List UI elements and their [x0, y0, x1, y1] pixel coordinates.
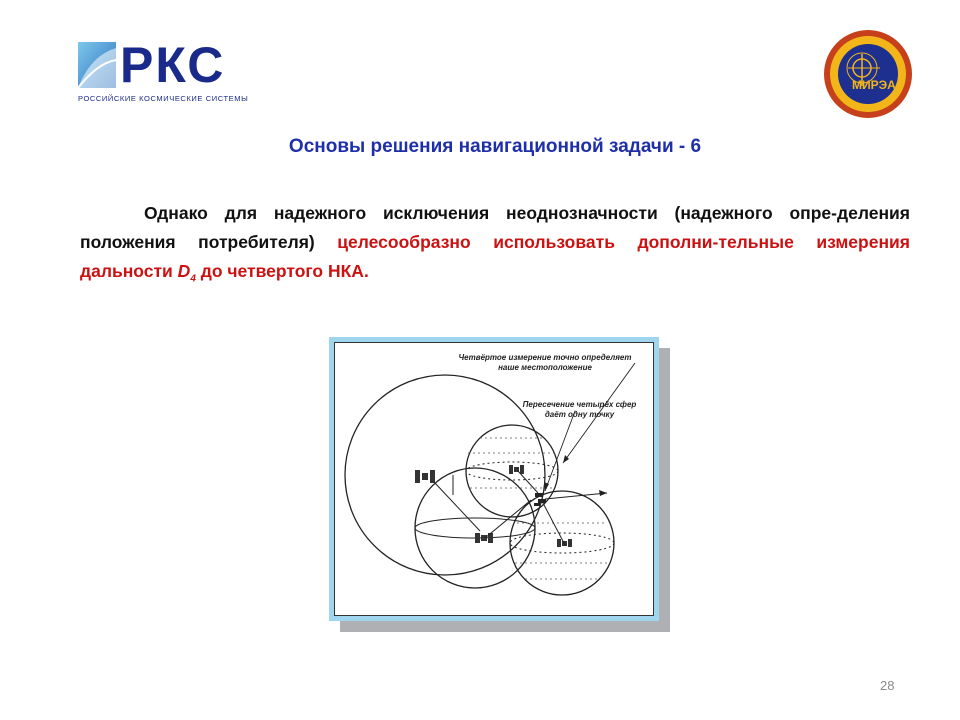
mirea-logo [822, 28, 914, 120]
satellite-2-icon [475, 533, 493, 543]
paragraph-red-end: до четвертого НКА. [195, 261, 369, 281]
figure-caption-mid-line1: Пересечение четырёх сфер [522, 400, 637, 409]
range-symbol: D [177, 261, 191, 281]
figure-canvas [334, 342, 654, 616]
rks-logo-caption: РОССИЙСКИЕ КОСМИЧЕСКИЕ СИСТЕМЫ [78, 94, 249, 103]
rks-logo-emblem-icon [78, 42, 118, 88]
rks-logo-text: РКС [120, 37, 226, 93]
rks-logo [78, 37, 253, 104]
figure-caption-mid [507, 400, 652, 420]
paragraph-red-text: целесообразно использовать дополни-тельные измерения дальности [80, 232, 910, 281]
range-subscript: 4 [190, 273, 196, 285]
figure-caption-top [445, 353, 645, 373]
figure-frame [329, 337, 659, 621]
satellite-1-icon [415, 470, 435, 483]
body-paragraph [80, 199, 910, 294]
figure-caption-top-line1: Четвёртое измерение точно определяет [458, 353, 632, 362]
page-number: 28 [880, 678, 895, 693]
satellite-3-icon [509, 465, 524, 474]
figure-caption-mid-line2: даёт одну точку [544, 410, 615, 419]
spheres-diagram [335, 343, 653, 615]
page-title: Основы решения навигационной задачи - 6 [288, 136, 702, 157]
figure-caption-top-line2: наше местоположение [498, 363, 592, 372]
mirea-logo-text: МИРЭА [852, 78, 896, 92]
paragraph-black-text: Однако для надежного исключения неоднозначности (надежного опре-деления положения потребителя) [80, 203, 910, 252]
mirea-emblem-icon [822, 28, 914, 120]
